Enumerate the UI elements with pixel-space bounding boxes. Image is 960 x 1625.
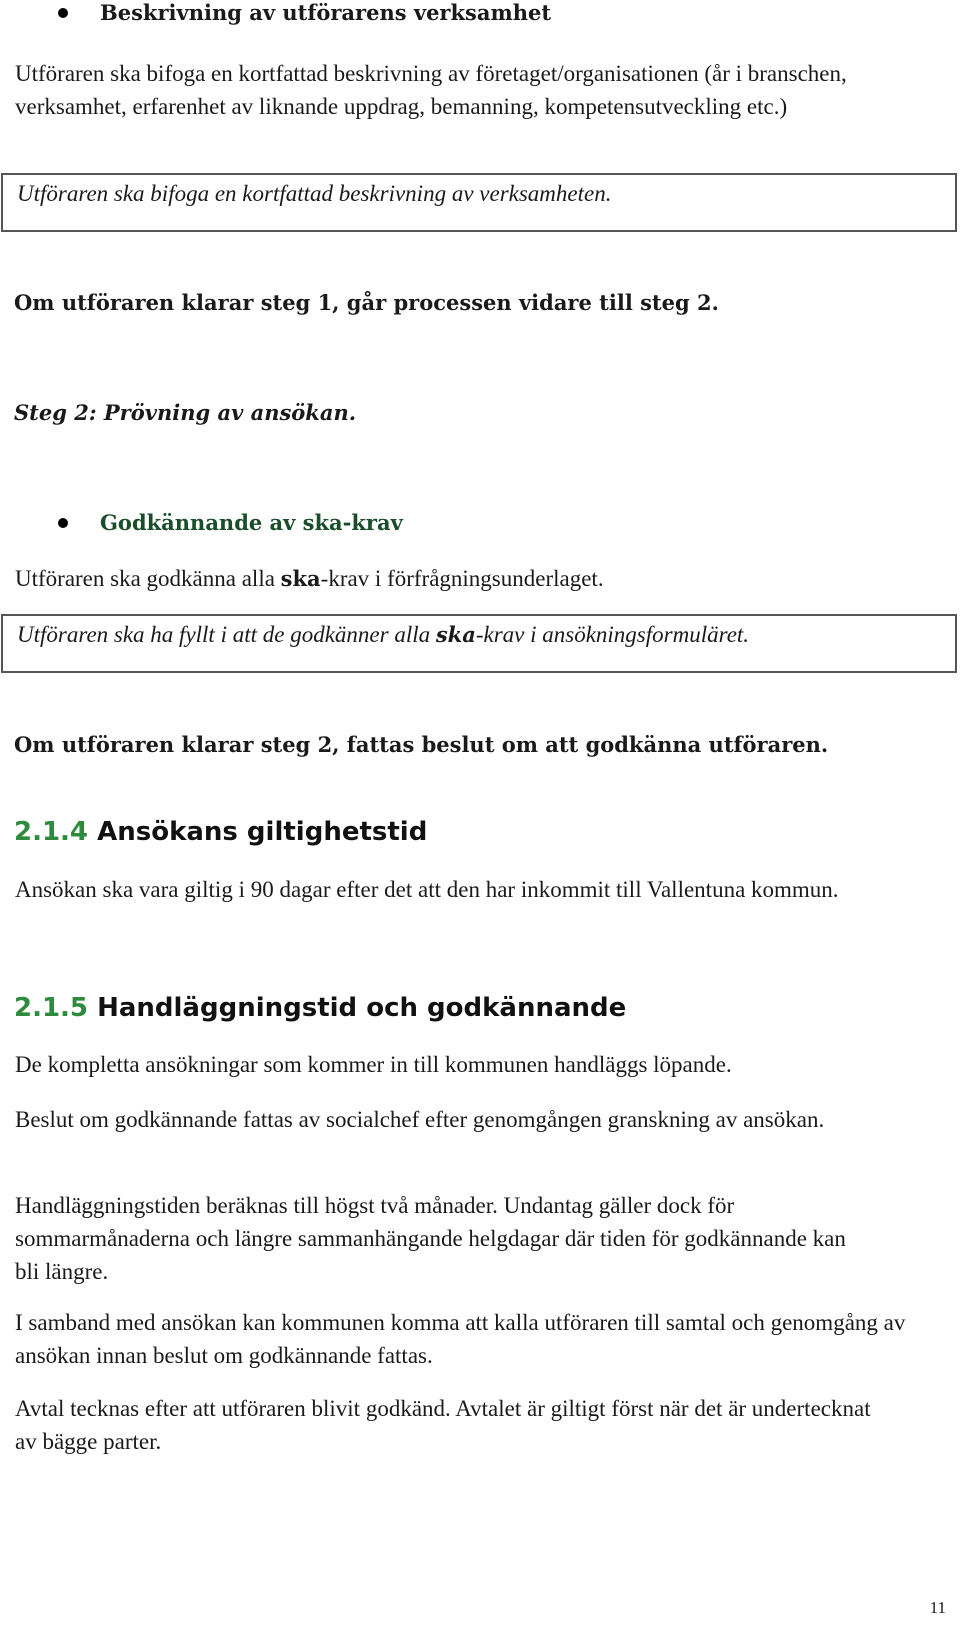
heading-text: Ansökans giltighetstid xyxy=(97,817,428,847)
paragraph-handlaggning-4: I samband med ansökan kan kommunen komma att kalla utföraren till samtal och genomgång av ansökan innan beslut om godkännande fattas. xyxy=(15,1310,906,1368)
paragraph-handlaggning-3: Handläggningstiden beräknas till högst två månader. Undantag gäller dock för sommarmånaderna och längre sammanhängande helgdagar där tiden för godkännande kan bli längre. xyxy=(15,1193,846,1284)
requirement-box-ska-krav xyxy=(1,614,957,673)
bullet-marker xyxy=(58,8,68,18)
heading-number: 2.1.5 xyxy=(14,993,89,1023)
heading-2-1-4 xyxy=(14,815,427,849)
box2-post: -krav i ansökningsformuläret. xyxy=(475,622,750,647)
paragraph-ska-krav xyxy=(15,562,935,595)
box2-bold: ska xyxy=(435,622,476,647)
paragraph-handlaggning-1: De kompletta ansökningar som kommer in till kommunen handläggs löpande. xyxy=(15,1052,732,1077)
requirement-box-text: Utföraren ska bifoga en kortfattad beskrivning av verksamheten. xyxy=(17,181,612,206)
step2-title: Steg 2: Prövning av ansökan. xyxy=(14,400,357,425)
bullet-marker xyxy=(58,518,68,528)
paragraph-handlaggning-2: Beslut om godkännande fattas av socialchef efter genomgången granskning av ansökan. xyxy=(15,1107,825,1132)
bullet-title-ska-krav: Godkännande av ska-krav xyxy=(100,510,403,535)
paragraph-ska-krav-pre: Utföraren ska godkänna alla xyxy=(15,566,281,591)
heading-text: Handläggningstid och godkännande xyxy=(97,993,627,1023)
paragraph-handlaggning-5: Avtal tecknas efter att utföraren blivit godkänd. Avtalet är giltigt först när det är undertecknat av bägge parter. xyxy=(15,1396,871,1454)
bullet-title-verksamhet: Beskrivning av utförarens verksamhet xyxy=(100,0,552,25)
step1-result: Om utföraren klarar steg 1, går processen vidare till steg 2. xyxy=(14,290,719,315)
paragraph-ska-krav-post: -krav i förfrågningsunderlaget. xyxy=(320,566,604,591)
box2-pre: Utföraren ska ha fyllt i att de godkänner alla xyxy=(17,622,436,647)
paragraph-giltighet: Ansökan ska vara giltig i 90 dagar efter det att den har inkommit till Vallentuna kommun. xyxy=(15,877,839,902)
requirement-box-ska-krav-text xyxy=(17,620,749,650)
paragraph-ska-krav-bold: ska xyxy=(280,566,321,591)
heading-number: 2.1.4 xyxy=(14,817,89,847)
page-number: 11 xyxy=(929,1598,946,1617)
requirement-box-verksamhet xyxy=(1,173,957,232)
paragraph-verksamhet: Utföraren ska bifoga en kortfattad beskrivning av företaget/organisationen (år i branschen, verksamhet, erfarenhet av liknande uppdrag, bemanning, kompetensutveckling etc.) xyxy=(15,61,847,119)
heading-2-1-5 xyxy=(14,991,626,1025)
step2-result: Om utföraren klarar steg 2, fattas beslut om att godkänna utföraren. xyxy=(14,732,829,757)
